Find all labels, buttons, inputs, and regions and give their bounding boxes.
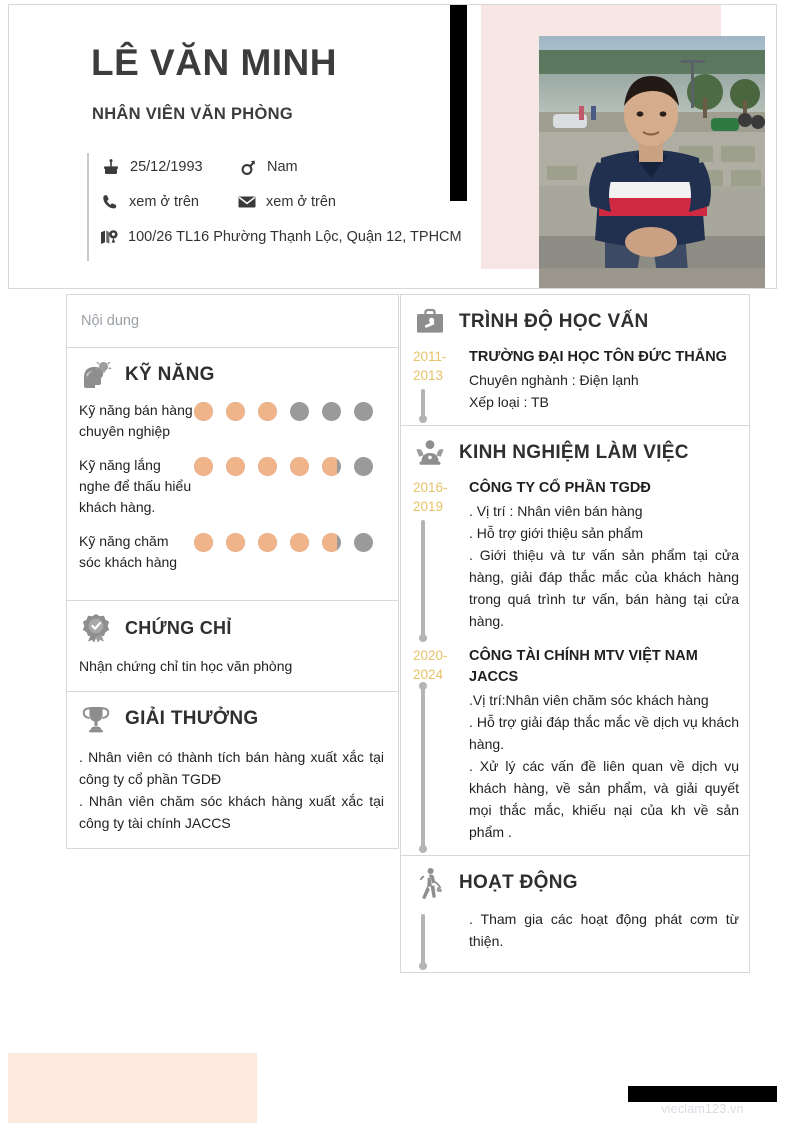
activities-entry bbox=[401, 906, 749, 972]
skill-rating[interactable] bbox=[194, 531, 386, 552]
experience-line: . Xử lý các vấn đề liên quan về dịch vụ khách hàng, về sản phẩm, và giải quyết mọi thắc mắc, khiếu nại của kh về sản phẩm . bbox=[469, 758, 739, 840]
rating-dot[interactable] bbox=[290, 402, 309, 421]
activities-title: HOẠT ĐỘNG bbox=[459, 872, 578, 893]
skill-item bbox=[79, 400, 386, 442]
cv-header bbox=[8, 4, 777, 289]
skill-item bbox=[79, 531, 386, 573]
timeline-line bbox=[421, 688, 425, 849]
contact-block bbox=[87, 153, 467, 258]
experience-company: CÔNG TY CỔ PHẦN TGDĐ bbox=[469, 480, 651, 496]
map-location-icon bbox=[99, 227, 119, 247]
education-section bbox=[400, 294, 750, 426]
education-header bbox=[401, 295, 749, 345]
education-title: TRÌNH ĐỘ HỌC VẤN bbox=[459, 311, 649, 332]
date-line-2: 2024 bbox=[413, 667, 444, 682]
education-line: Chuyên nghành : Điện lạnh bbox=[469, 372, 639, 388]
experience-header bbox=[401, 426, 749, 476]
rating-dot[interactable] bbox=[226, 457, 245, 476]
job-title: NHÂN VIÊN VĂN PHÒNG bbox=[92, 105, 293, 123]
education-entry bbox=[401, 345, 749, 425]
rating-dot[interactable] bbox=[290, 457, 309, 476]
rating-dot[interactable] bbox=[322, 457, 341, 476]
phone-icon bbox=[100, 192, 120, 212]
date-line-2: 2013 bbox=[413, 368, 444, 383]
skills-header bbox=[67, 348, 398, 398]
rating-dot[interactable] bbox=[322, 533, 341, 552]
rating-dot[interactable] bbox=[354, 533, 373, 552]
awards-title: GIẢI THƯỞNG bbox=[125, 708, 259, 729]
watermark: vieclam123.vn bbox=[661, 1102, 744, 1116]
rating-dot[interactable] bbox=[258, 457, 277, 476]
award-badge-icon bbox=[79, 611, 113, 645]
activity-line: . Tham gia các hoạt động phát cơm từ thiện. bbox=[469, 911, 739, 949]
rating-dot[interactable] bbox=[226, 533, 245, 552]
content-placeholder-card[interactable] bbox=[66, 294, 399, 348]
certificates-section bbox=[66, 601, 399, 692]
experience-date bbox=[413, 646, 459, 849]
rating-dot[interactable] bbox=[354, 457, 373, 476]
date-line-1: 2020- bbox=[413, 648, 448, 663]
workstation-icon bbox=[413, 436, 447, 470]
contact-phone-value: xem ở trên bbox=[129, 194, 199, 210]
experience-title: KINH NGHIỆM LÀM VIỆC bbox=[459, 442, 689, 463]
envelope-icon bbox=[237, 192, 257, 212]
timeline-line bbox=[421, 914, 425, 966]
skill-label: Kỹ năng chăm sóc khách hàng bbox=[79, 533, 178, 570]
contact-birthday-value: 25/12/1993 bbox=[130, 159, 203, 175]
rating-dot[interactable] bbox=[194, 533, 213, 552]
education-school: TRƯỜNG ĐẠI HỌC TÔN ĐỨC THẮNG bbox=[469, 349, 727, 365]
contact-row-2 bbox=[87, 188, 467, 223]
skill-rating[interactable] bbox=[194, 400, 386, 421]
contact-address-value: 100/26 TL16 Phường Thạnh Lộc, Quận 12, TPHCM bbox=[128, 229, 462, 245]
contact-email bbox=[237, 192, 336, 212]
contact-row-1 bbox=[87, 153, 467, 188]
education-date bbox=[413, 347, 459, 419]
awards-header bbox=[67, 692, 398, 742]
timeline-line bbox=[421, 520, 425, 638]
certificates-header bbox=[67, 601, 398, 651]
awards-body bbox=[67, 742, 398, 848]
skill-rating[interactable] bbox=[194, 455, 386, 476]
experience-section bbox=[400, 426, 750, 856]
rating-dot[interactable] bbox=[194, 457, 213, 476]
experience-line: . Vị trí : Nhân viên bán hàng bbox=[469, 503, 643, 519]
date-line-1: 2016- bbox=[413, 480, 448, 495]
skill-label: Kỹ năng lắng nghe để thấu hiểu khách hàng. bbox=[79, 457, 192, 515]
experience-company: CÔNG TÀI CHÍNH MTV VIỆT NAM JACCS bbox=[469, 648, 698, 685]
awards-section bbox=[66, 692, 399, 849]
activities-header bbox=[401, 856, 749, 906]
experience-line: . Hỗ trợ giới thiệu sản phẩm bbox=[469, 525, 643, 541]
contact-row-3 bbox=[87, 223, 467, 258]
rating-dot[interactable] bbox=[258, 533, 277, 552]
content-input[interactable]: Nội dung bbox=[81, 313, 140, 329]
contact-email-value: xem ở trên bbox=[266, 194, 336, 210]
education-details bbox=[459, 347, 739, 419]
experience-line: .Vị trí:Nhân viên chăm sóc khách hàng bbox=[469, 692, 709, 708]
date-line-2: 2019 bbox=[413, 499, 444, 514]
contact-address bbox=[99, 227, 462, 247]
activities-date bbox=[413, 908, 459, 966]
head-lightbulb-icon bbox=[79, 358, 113, 392]
page-title: LÊ VĂN MINH bbox=[91, 42, 337, 83]
skills-section bbox=[66, 348, 399, 601]
experience-entry bbox=[401, 644, 749, 855]
activities-section bbox=[400, 856, 750, 973]
rating-dot[interactable] bbox=[226, 402, 245, 421]
rating-dot[interactable] bbox=[258, 402, 277, 421]
experience-date bbox=[413, 478, 459, 638]
contact-gender-value: Nam bbox=[267, 159, 298, 175]
trophy-icon bbox=[79, 702, 113, 736]
rating-dot[interactable] bbox=[194, 402, 213, 421]
experience-entry bbox=[401, 476, 749, 644]
skills-title: KỸ NĂNG bbox=[125, 364, 215, 385]
education-line: Xếp loại : TB bbox=[469, 394, 549, 410]
skills-list bbox=[67, 398, 398, 600]
date-line-1: 2011- bbox=[413, 349, 447, 364]
experience-line: . Hỗ trợ giải đáp thắc mắc về dịch vụ khách hàng. bbox=[469, 714, 739, 752]
briefcase-icon bbox=[413, 305, 447, 339]
rating-dot[interactable] bbox=[322, 402, 341, 421]
person-activity-icon bbox=[413, 866, 447, 900]
contact-phone bbox=[100, 192, 199, 212]
birthday-cake-icon bbox=[101, 157, 121, 177]
certificates-text: Nhận chứng chỉ tin học văn phòng bbox=[79, 658, 293, 674]
skill-label: Kỹ năng bán hàng chuyên nghiệp bbox=[79, 402, 193, 439]
contact-birthday bbox=[101, 157, 203, 177]
skill-item bbox=[79, 455, 386, 518]
timeline-line bbox=[421, 389, 425, 419]
contact-gender bbox=[238, 157, 298, 177]
award-line: . Nhân viên chăm sóc khách hàng xuất xắc tại công ty tài chính JACCS bbox=[79, 793, 384, 831]
experience-details bbox=[459, 478, 739, 638]
award-line: . Nhân viên có thành tích bán hàng xuất xắc tại công ty cổ phần TGDĐ bbox=[79, 749, 384, 787]
activities-details bbox=[459, 908, 739, 966]
footer-black-bar bbox=[628, 1086, 777, 1102]
profile-photo bbox=[539, 36, 765, 289]
footer-peach-block bbox=[8, 1053, 257, 1123]
experience-details bbox=[459, 646, 739, 849]
left-column bbox=[66, 294, 399, 849]
rating-dot[interactable] bbox=[354, 402, 373, 421]
experience-line: . Giới thiệu và tư vấn sản phẩm tại cửa hàng, giải đáp thắc mắc của khách hàng trong quá trình tư vấn, bán hàng tại cửa hàng. bbox=[469, 547, 739, 629]
certificates-title: CHỨNG CHỈ bbox=[125, 617, 232, 638]
gender-male-icon bbox=[238, 157, 258, 177]
right-column bbox=[400, 294, 750, 973]
rating-dot[interactable] bbox=[290, 533, 309, 552]
